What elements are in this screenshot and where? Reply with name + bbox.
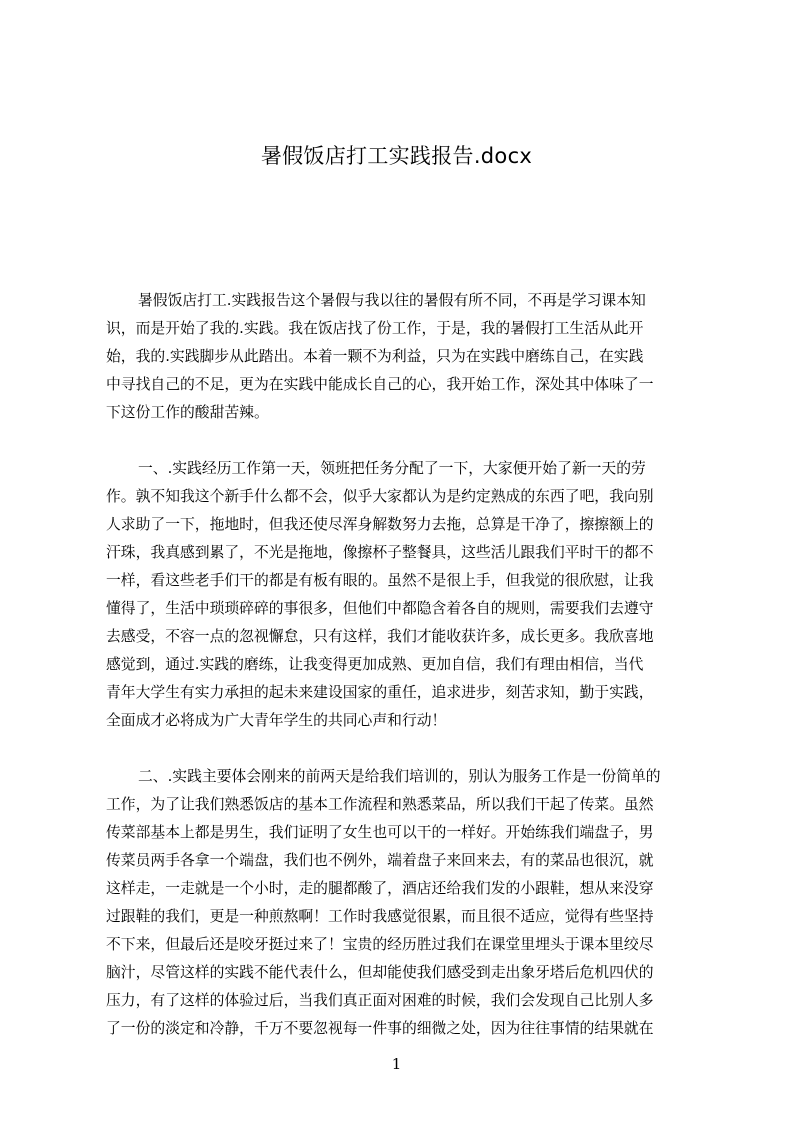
text-line: 感觉到，通过.实践的磨练，让我变得更加成熟、更加自信，我们有理由相信，当代 (106, 656, 644, 673)
text-line: 一样，看这些老手们干的都是有板有眼的。虽然不是很上手，但我觉的很欣慰，让我 (106, 572, 654, 589)
page-number: 1 (391, 1055, 402, 1073)
text-line: 一、.实践经历工作第一天，领班把任务分配了一下，大家便开始了新一天的劳 (138, 460, 646, 477)
text-line: 识，而是开始了我的.实践。我在饭店找了份工作，于是，我的暑假打工生活从此开 (106, 320, 644, 337)
text-line: 这样走，一走就是一个小时，走的腿都酸了，酒店还给我们发的小跟鞋，想从来没穿 (106, 880, 654, 897)
text-line: 压力，有了这样的体验过后，当我们真正面对困难的时候，我们会发现自己比别人多 (106, 992, 654, 1009)
text-line: 暑假饭店打工.实践报告这个暑假与我以往的暑假有所不同，不再是学习课本知 (138, 292, 646, 309)
paragraph-spacer (106, 735, 702, 763)
text-line: 懂得了，生活中琐琐碎碎的事很多，但他们中都隐含着各自的规则，需要我们去遵守 (106, 600, 654, 617)
text-line: 二、.实践主要体会刚来的前两天是给我们培训的，别认为服务工作是一份简单的 (138, 768, 661, 785)
text-line: 传菜部基本上都是男生，我们证明了女生也可以干的一样好。开始练我们端盘子，男 (106, 824, 654, 841)
paragraph-section-two (106, 763, 702, 1043)
text-line: 作。孰不知我这个新手什么都不会，似乎大家都认为是约定熟成的东西了吧，我向别 (106, 488, 654, 505)
text-line: 下这份工作的酸甜苦辣。 (106, 404, 269, 421)
text-line: 传菜员两手各拿一个端盘，我们也不例外，端着盘子来回来去，有的菜品也很沉，就 (106, 852, 654, 869)
paragraph-intro (106, 287, 702, 427)
text-line: 中寻找自己的不足，更为在实践中能成长自己的心，我开始工作，深处其中体味了一 (106, 376, 654, 393)
document-body (106, 287, 702, 1043)
text-line: 工作，为了让我们熟悉饭店的基本工作流程和熟悉菜品，所以我们干起了传菜。虽然 (106, 796, 654, 813)
text-line: 全面成才必将成为广大青年学生的共同心声和行动！ (106, 712, 447, 729)
text-line: 脑汁，尽管这样的实践不能代表什么，但却能使我们感受到走出象牙塔后危机四伏的 (106, 964, 654, 981)
paragraph-spacer (106, 427, 702, 455)
text-line: 过跟鞋的我们，更是一种煎熬啊！工作时我感觉很累，而且很不适应，觉得有些坚持 (106, 908, 654, 925)
text-line: 汗珠，我真感到累了，不光是拖地，像擦杯子整餐具，这些活儿跟我们平时干的都不 (106, 544, 654, 561)
text-line: 去感受，不容一点的忽视懈怠，只有这样，我们才能收获许多，成长更多。我欣喜地 (106, 628, 654, 645)
text-line: 始，我的.实践脚步从此踏出。本着一颗不为利益，只为在实践中磨练自己，在实践 (106, 348, 644, 365)
text-line: 不下来，但最后还是咬牙挺过来了！宝贵的经历胜过我们在课堂里埋头于课本里绞尽 (106, 936, 654, 953)
document-title: 暑假饭店打工实践报告.docx (260, 144, 533, 168)
text-line: 人求助了一下，拖地时，但我还使尽浑身解数努力去拖，总算是干净了，擦擦额上的 (106, 516, 654, 533)
text-line: 青年大学生有实力承担的起未来建设国家的重任，追求进步，刻苦求知，勤于实践， (106, 684, 654, 701)
paragraph-section-one (106, 455, 702, 735)
text-line: 了一份的淡定和冷静，千万不要忽视每一件事的细微之处，因为往往事情的结果就在 (106, 1020, 654, 1037)
